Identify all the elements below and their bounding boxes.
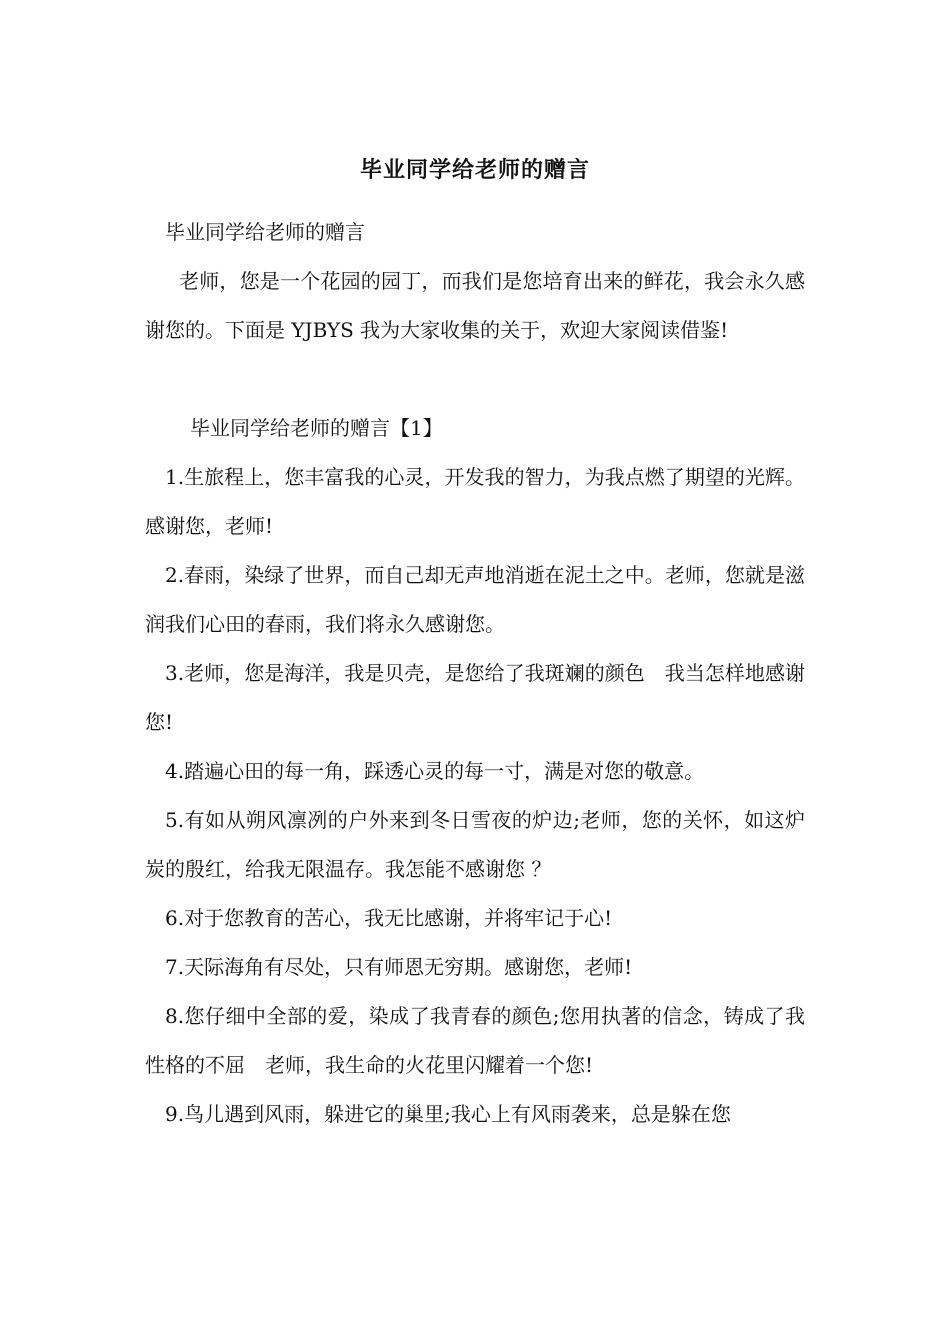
list-item: 7.天际海角有尽处，只有师恩无穷期。感谢您，老师! [165, 955, 633, 979]
list-item: 2.春雨，染绿了世界，而自己却无声地消逝在泥土之中。老师，您就是滋润我们心田的春雨，我们将永久感谢您。 [145, 563, 805, 636]
document-body [145, 208, 805, 1139]
list-item: 9.鸟儿遇到风雨，躲进它的巢里;我心上有风雨袭来，总是躲在您 [165, 1102, 731, 1126]
list-item: 3.老师，您是海洋，我是贝壳，是您给了我斑斓的颜色 我当怎样地感谢您! [145, 661, 805, 734]
list-item: 5.有如从朔风凛冽的户外来到冬日雪夜的炉边;老师，您的关怀，如这炉炭的殷红，给我无限温存。我怎能不感谢您 ？ [145, 808, 805, 881]
document-subtitle: 毕业同学给老师的赠言 [165, 220, 365, 244]
section-heading: 毕业同学给老师的赠言【1】 [190, 416, 443, 440]
document-title: 毕业同学给老师的赠言 [359, 157, 590, 183]
list-item: 4.踏遍心田的每一角，踩透心灵的每一寸，满是对您的敬意。 [165, 759, 705, 783]
list-item: 8.您仔细中全部的爱，染成了我青春的颜色;您用执著的信念，铸成了我性格的不屈 老师，我生命的火花里闪耀着一个您! [145, 1004, 805, 1077]
intro-paragraph: 老师，您是一个花园的园丁，而我们是您培育出来的鲜花，我会永久感谢您的。下面是 YJBYS 我为大家收集的关于，欢迎大家阅读借鉴! [145, 269, 805, 342]
list-item: 6.对于您教育的苦心，我无比感谢，并将牢记于心! [165, 906, 613, 930]
list-item: 1.生旅程上，您丰富我的心灵，开发我的智力，为我点燃了期望的光辉。感谢您，老师! [145, 465, 805, 538]
